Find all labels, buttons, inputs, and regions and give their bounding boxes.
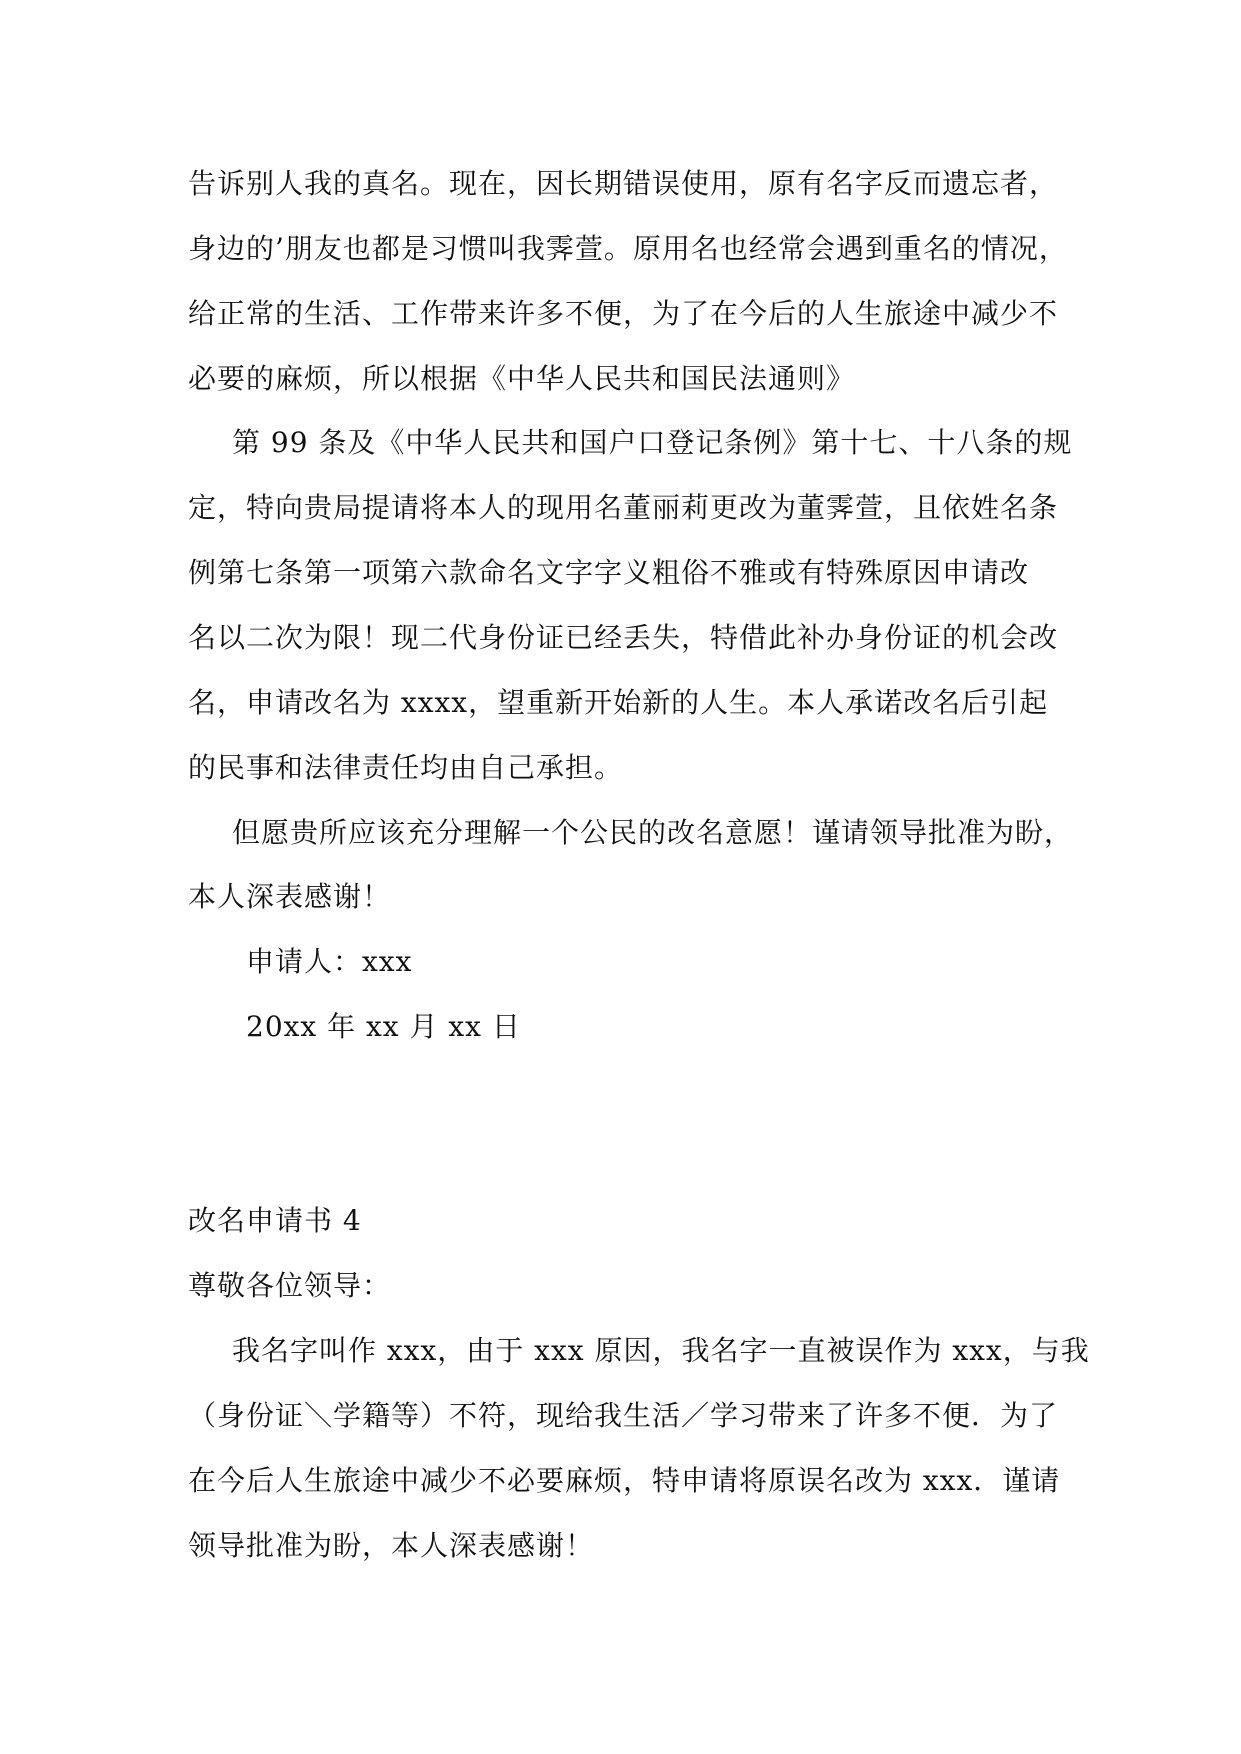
paragraph-line: 必要的麻烦，所以根据《中华人民共和国民法通则》 xyxy=(188,362,856,395)
paragraph-line: （身份证＼学籍等）不符，现给我生活／学习带来了许多不便．为了 xyxy=(188,1399,1059,1432)
paragraph-line: 领导批准为盼，本人深表感谢！ xyxy=(188,1529,595,1562)
paragraph-line: 的民事和法律责任均由自己承担。 xyxy=(188,751,624,784)
paragraph-line: 在今后人生旅途中减少不必要麻烦，特申请将原误名改为 xxx．谨请 xyxy=(188,1464,1061,1497)
section-title: 改名申请书 4 xyxy=(188,1204,362,1237)
paragraph-line: 告诉别人我的真名。现在，因长期错误使用，原有名字反而遗忘者， xyxy=(188,167,1059,200)
paragraph-line: 定，特向贵局提请将本人的现用名董丽莉更改为董霁萱，且依姓名条 xyxy=(188,491,1059,524)
salutation: 尊敬各位领导： xyxy=(188,1269,392,1302)
paragraph-line: 第 99 条及《中华人民共和国户口登记条例》第十七、十八条的规 xyxy=(232,426,1073,459)
paragraph-line: 但愿贵所应该充分理解一个公民的改名意愿！谨请领导批准为盼， xyxy=(232,816,1074,849)
paragraph-line: 给正常的生活、工作带来许多不便，为了在今后的人生旅途中减少不 xyxy=(188,297,1059,330)
paragraph-line: 例第七条第一项第六款命名文字字义粗俗不雅或有特殊原因申请改 xyxy=(188,556,1030,589)
paragraph-line: 名，申请改名为 xxxx，望重新开始新的人生。本人承诺改名后引起 xyxy=(188,686,1049,719)
paragraph-line: 本人深表感谢！ xyxy=(188,880,392,913)
date-line: 20xx 年 xx 月 xx 日 xyxy=(246,1010,521,1043)
applicant-line: 申请人：xxx xyxy=(246,945,413,978)
paragraph-line: 名以二次为限！现二代身份证已经丢失，特借此补办身份证的机会改 xyxy=(188,621,1059,654)
paragraph-line: 身边的’朋友也都是习惯叫我霁萱。原用名也经常会遇到重名的情况， xyxy=(188,232,1068,265)
paragraph-line: 我名字叫作 xxx，由于 xxx 原因，我名字一直被误作为 xxx，与我 xyxy=(232,1334,1090,1367)
